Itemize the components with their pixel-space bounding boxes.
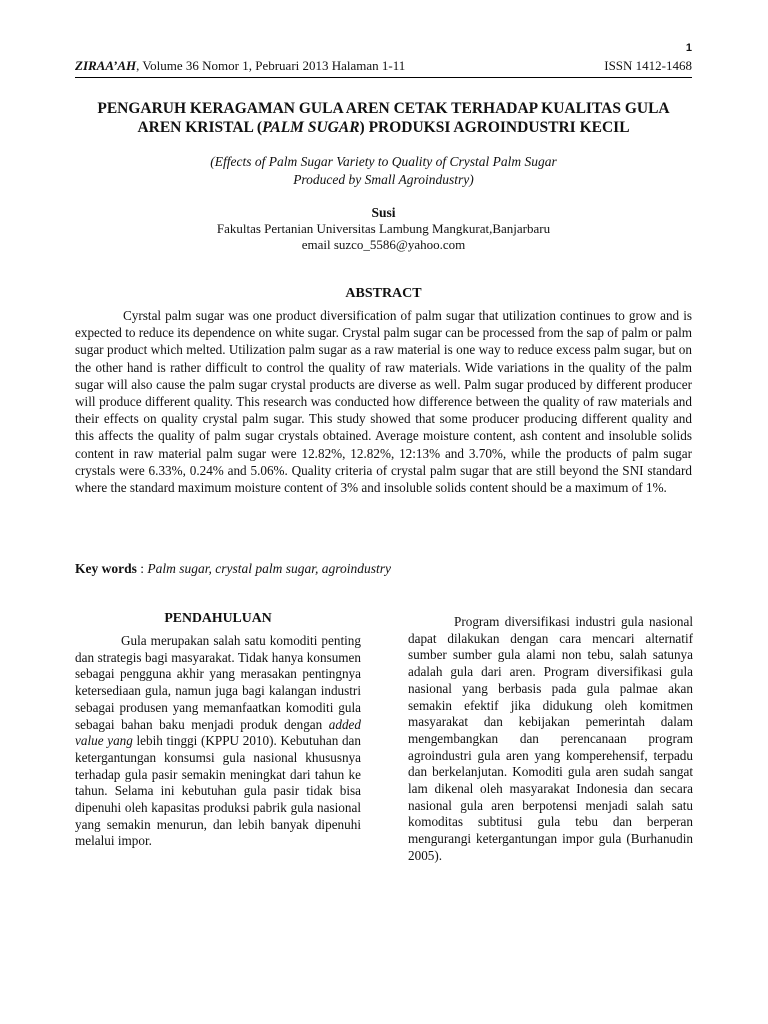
left-col-italic: added value yang [75,716,361,749]
abstract-heading: ABSTRACT [345,286,422,301]
section-heading: PENDAHULUAN [164,610,272,625]
volume-info: , Volume 36 Nomor 1, Pebruari 2013 Halaman 1-11 [136,58,406,73]
subtitle-line-2: Produced by Small Agroindustry) [293,172,474,187]
intro-left-column [75,633,361,850]
english-subtitle [75,153,692,189]
title-line-2-end: ) PRODUKSI AGROINDUSTRI KECIL [359,119,630,136]
paper-title [75,99,692,137]
author-email: email suzco_5586@yahoo.com [301,236,466,252]
journal-name: ZIRAA’AH [75,58,137,73]
subtitle-line-1: (Effects of Palm Sugar Variety to Quality of Crystal Palm Sugar [210,154,557,169]
affiliation-text: Fakultas Pertanian Universitas Lambung Mangkurat,Banjarbaru [216,221,551,236]
keywords-label: Key words [75,561,137,576]
intro-right-column: Program diversifikasi industri gula nasional dapat dilakukan dengan cara mencari alternatif sumber sumber gula alami non tebu, salah satunya adalah gula dari aren. Program diversifikasi gula nasional yang berbasis pada gula palmae akan semakin efektif jika didukung oleh komitmen masyarakat dan kebijakan pemerintah dalam mengembangkan dan perencanaan program agroindustri gula aren yang komperehensif, terpadu dan berkelanjutan. Komoditi gula aren sudah sangat lam dikenal oleh masyarakat Indonesia dan secara nasional gula aren berpotensi menjadi salah satu komoditas subtitusi gula tebu dan berperan mengurangi ketergantungan impor gula (Burhanudin 2005). [408,614,693,863]
title-line-2 [75,118,692,137]
journal-citation [75,58,405,74]
keywords-separator: : [136,561,148,576]
keywords [75,561,692,577]
left-col-text-1: Gula merupakan salah satu komoditi penting dan strategis bagi masyarakat. Tidak hanya konsumen sebagai pengguna akhir yang merasakan pentingnya ketersediaan gula, namun juga bagi kalangan industri sebagai produsen yang memanfaatkan komoditi gula sebagai bahan baku menjadi produk dengan [75,633,361,732]
running-header [75,58,692,74]
keywords-text: Palm sugar, crystal palm sugar, agroindustry [147,561,392,576]
title-line-2-start: AREN KRISTAL ( [137,119,263,136]
author-affiliation [75,221,692,252]
page-number: 1 [685,42,692,54]
title-line-2-italic: PALM SUGAR [262,119,360,136]
title-line-1: PENGARUH KERAGAMAN GULA AREN CETAK TERHADAP KUALITAS GULA [97,100,670,117]
issn: ISSN 1412-1468 [604,58,692,73]
abstract-body: Cyrstal palm sugar was one product diversification of palm sugar that utilization continues to grow and is expected to reduce its dependence on white sugar. Crystal palm sugar can be processed from the sap of palm or palm sugar product which melted. Utilization palm sugar as a raw material is one way to reduce excess palm sugar, but on the other hand is rather difficult to control the quality of raw materials. Wide variations in the quality of the palm sugar will also cause the palm sugar crystal products are diverse as well. Palm sugar produced by different producer will produce different quality. This research was conducted how difference between the quality of raw materials and their effects on quality crystal palm sugar. This study showed that some producer producing different quality and this affects the quality of palm sugar crystals obtained. Average moisture content, ash content and insoluble solids content in raw material palm sugar were 12.82%, 12.82%, 12:13% and 3.70%, while the products of palm sugar crystals were 6.33%, 0.24% and 5.06%. Quality criteria of crystal palm sugar that are still beyond the SNI standard where the standard maximum moisture content of 3% and insoluble solids content should be a maximum of 1%. [75,308,692,496]
author-name: Susi [371,205,396,220]
header-rule [75,77,692,78]
left-col-text-2: lebih tinggi (KPPU 2010). Kebutuhan dan ketergantungan konsumsi gula nasional khususnya terhadap gula pasir semakin meningkat dari tahun ke tahun. Selama ini kebutuhan gula pasir tidak bisa dipenuhi oleh kapasitas produksi pabrik gula nasional yang semakin menurun, dan lebih banyak dipenuhi melalui impor. [75,733,361,849]
